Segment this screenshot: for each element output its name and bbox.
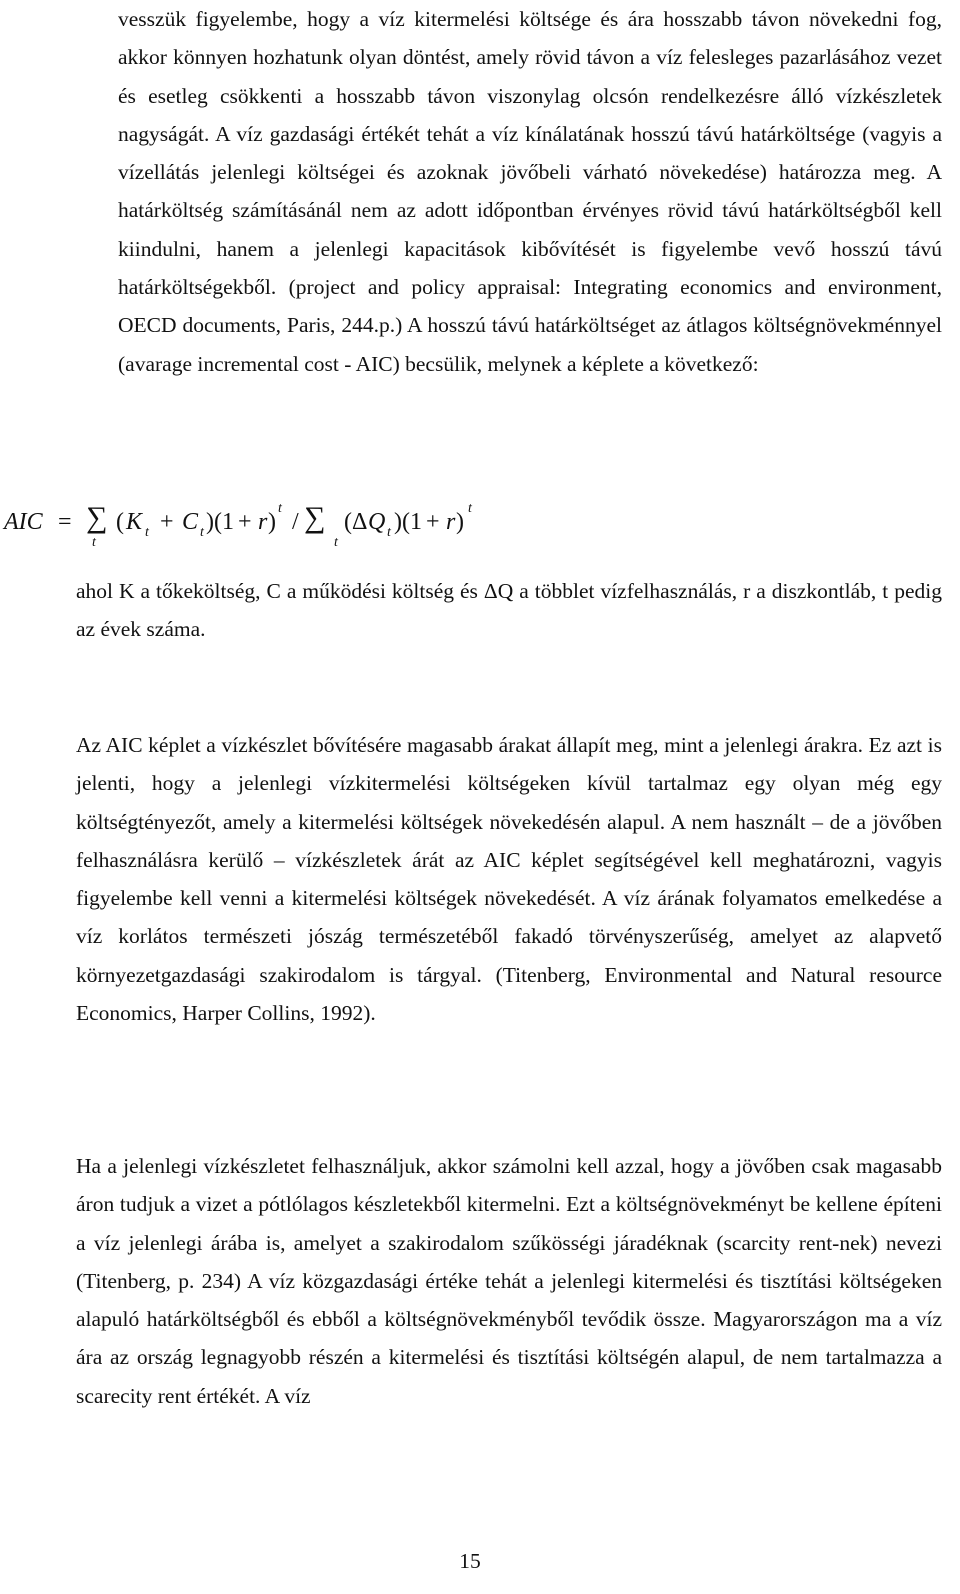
formula-close-1: ) <box>268 509 276 535</box>
formula-close-2: ) <box>456 509 464 535</box>
formula-sum-1: ∑ <box>86 501 108 534</box>
page-number: 15 <box>459 1549 481 1573</box>
formula-sum-2-index: t <box>334 535 338 550</box>
formula-plus-2: + <box>238 509 252 535</box>
formula-lhs: AIC <box>4 509 43 535</box>
formula-C-index: t <box>200 525 204 540</box>
formula-r-1: r <box>258 509 268 535</box>
formula-r-2: r <box>446 509 456 535</box>
formula-plus-3: + <box>426 509 440 535</box>
formula-Q: Q <box>368 509 386 535</box>
formula-open-1: ( <box>116 509 124 535</box>
formula-equals: = <box>58 509 72 535</box>
formula-K-index: t <box>145 525 149 540</box>
formula-group-2: )(1 <box>394 509 422 535</box>
formula-slash: / <box>292 509 299 535</box>
paragraph: Az AIC képlet a vízkészlet bővítésére magasabb árakat állapít meg, mint a jelenlegi árakra. Ez azt is jelenti, hogy a jelenlegi vízkitermelési költségeken kívül tartalmaz egy olyan még egy költségtényezőt, amely a kitermelési költségek növekedésén alapul. A nem használt – de a jövőben felhasználásra kerülő – vízkészletek árát az AIC képlet segítségével kell meghatározni, vagyis figyelembe kell venni a kitermelési költségek növekedését. A víz árának folyamatos emelkedése a víz korlátos természeti jószág természetéből fakadó törvényszerűség, amelyet az alapvető környezetgazdasági szakirodalom is tárgyal. (Titenberg, Environmental and Natural resource Economics, Harper Collins, 1992). <box>76 733 942 1026</box>
paragraph: ahol K a tőkeköltség, C a működési költség és ΔQ a többlet vízfelhasználás, r a diszkontláb, t pedig az évek száma. <box>76 579 942 642</box>
paragraph: Ha a jelenlegi vízkészletet felhasználjuk, akkor számolni kell azzal, hogy a jövőben csak magasabb áron tudjuk a vizet a pótlólagos készletekből kitermelni. Ezt a költségnövekményt be kellene építeni a víz jelenlegi árába is, amelyet a szakirodalom szűkösségi járadéknak (scarcity rent-nek) nevezi (Titenberg, p. 234) A víz közgazdasági értéke tehát a jelenlegi kitermelési és tisztítási költségeken alapuló határköltségből és ebből a költségnövekményből tevődik össze. Magyarországon ma a víz ára az ország legnagyobb részén a kitermelési és tisztítási költségén alapul, de nem tartalmazza a scarecity rent értékét. A víz <box>76 1154 942 1408</box>
formula-open-2: ( <box>344 509 352 535</box>
formula-group-1: )(1 <box>206 509 234 535</box>
formula-sum-2: ∑ <box>304 501 326 534</box>
formula-delta: Δ <box>352 509 368 535</box>
formula-exp-2: t <box>468 501 472 516</box>
formula-C: C <box>182 509 199 535</box>
formula-plus: + <box>160 509 174 535</box>
aic-formula <box>4 497 704 553</box>
formula-sum-1-index: t <box>92 535 96 550</box>
formula-K: K <box>126 509 143 535</box>
paragraph: vesszük figyelembe, hogy a víz kitermelési költsége és ára hosszabb távon növekedni fog, akkor könnyen hozhatunk olyan döntést, amely rövid távon a víz felesleges pazarlásához vezet és esetleg csökkenti a hosszabb távon viszonylag olcsón rendelkezésre álló vízkészletek nagyságát. A víz gazdasági értékét tehát a víz kínálatának hosszú távú határköltsége (vagyis a vízellátás jelenlegi költségei és azoknak jövőbeli várható növekedése) határozza meg. A határköltség számításánál nem az adott időpontban érvényes rövid távú határköltségből kell kiindulni, hanem a jelenlegi kapacitások kibővítését is figyelembe vevő hosszú távú határköltségekből. (project and policy appraisal: Integrating economics and environment, OECD documents, Paris, 244.p.) A hosszú távú határköltséget az átlagos költségnövekménnyel (avarage incremental cost - AIC) becsülik, melynek a képlete a következő: <box>118 7 942 376</box>
formula-exp-1: t <box>278 501 282 516</box>
formula-Q-index: t <box>387 525 391 540</box>
